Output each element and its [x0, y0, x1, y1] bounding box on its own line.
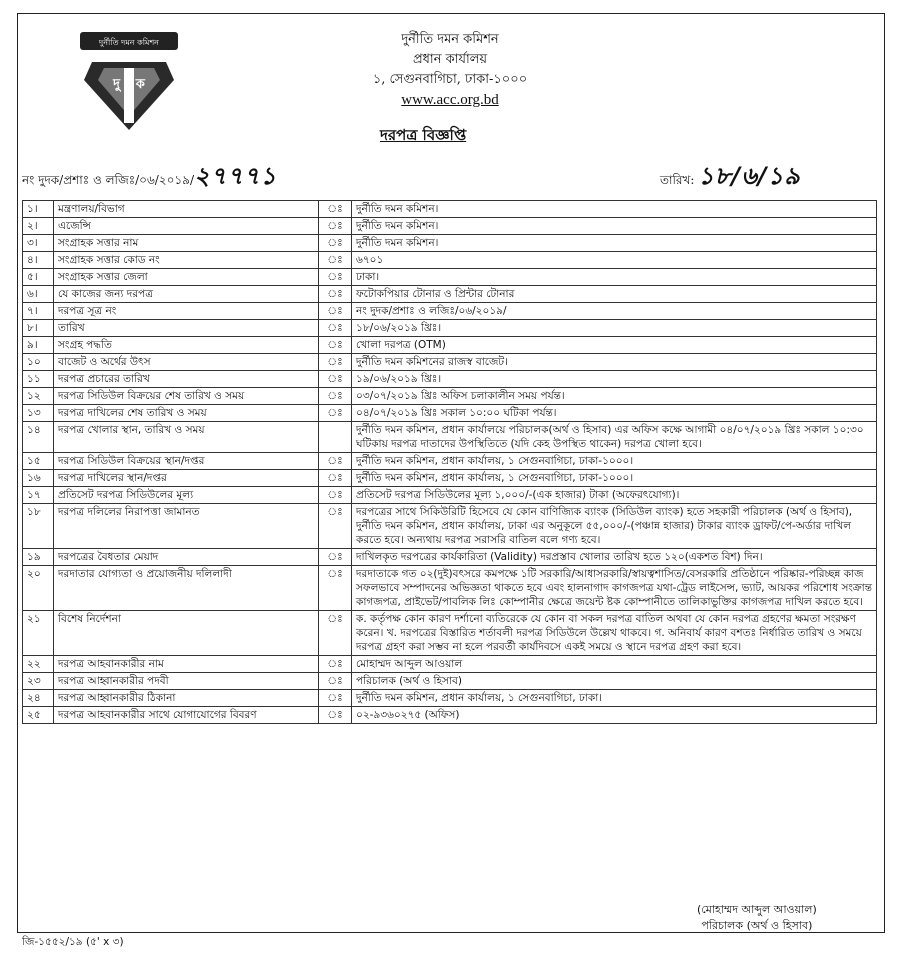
- reference-number: ২৭৭৭১: [194, 162, 278, 190]
- logo-letters: দু দ ক: [113, 77, 145, 92]
- row-number: ২২: [23, 656, 54, 673]
- table-row: [23, 453, 877, 470]
- row-number: ২৪: [23, 690, 54, 707]
- row-label: দরদাতার যোগ্যতা ও প্রয়োজনীয় দলিলাদী: [54, 566, 319, 611]
- row-label: দরপত্র আহবানকারীর নাম: [54, 656, 319, 673]
- row-number: ২১: [23, 611, 54, 656]
- row-number: ১।: [23, 201, 54, 218]
- row-number: ১০: [23, 354, 54, 371]
- row-label: বিশেষ নির্দেশনা: [54, 611, 319, 656]
- table-row: [23, 422, 877, 453]
- row-label: তারিখ: [54, 320, 319, 337]
- row-separator: ঃ: [319, 566, 352, 611]
- row-separator: ঃ: [319, 470, 352, 487]
- row-value: দরদাতাকে গত ০২(দুই)বৎসরে কমপক্ষে ১টি সরকারি/আধাসরকারি/স্বায়ত্বশাসিত/বেসরকারি প্রতিষ্ঠানে পরিষ্কার-পরিচ্ছন্ন কাজ সফলভাবে সম্পাদনের অভিজ্ঞতা থাকতে হবে এবং হালনাগাদ কাগজপত্র যথা-ট্রেড লাইসেন্স, ভ্যাট, আয়কর পরিশোধ সংক্রান্ত কাগজপত্র, প্রাইভেট/পাবলিক লিঃ কোম্পানীর ক্ষেত্রে জয়েন্ট ষ্টক কোম্পানীতে তালিকাভুক্তির কাগজপত্র দাখিল করতে হবে।: [352, 566, 877, 611]
- row-separator: ঃ: [319, 707, 352, 724]
- row-separator: ঃ: [319, 286, 352, 303]
- row-value: ০২-৯৩৬০২৭৫ (অফিস): [352, 707, 877, 724]
- letterhead: [300, 30, 600, 110]
- row-number: ১৫: [23, 453, 54, 470]
- row-separator: ঃ: [319, 673, 352, 690]
- row-separator: ঃ: [319, 337, 352, 354]
- row-separator: ঃ: [319, 690, 352, 707]
- table-row: [23, 470, 877, 487]
- row-label: দরপত্র সূত্র নং: [54, 303, 319, 320]
- acc-logo: [74, 24, 184, 134]
- table-row: [23, 303, 877, 320]
- row-separator: ঃ: [319, 388, 352, 405]
- row-label: দরপত্র প্রচারের তারিখ: [54, 371, 319, 388]
- row-number: ২।: [23, 218, 54, 235]
- row-number: ৯।: [23, 337, 54, 354]
- row-separator: ঃ: [319, 504, 352, 549]
- row-number: ২৩: [23, 673, 54, 690]
- reference-label: নং দুদক/প্রশাঃ ও লজিঃ/০৬/২০১৯/: [22, 173, 195, 187]
- row-value: ১৮/০৬/২০১৯ খ্রিঃ।: [352, 320, 877, 337]
- office-address: ১, সেগুনবাগিচা, ঢাকা-১০০০: [372, 72, 528, 87]
- signature-block: [697, 902, 817, 934]
- row-separator: [319, 422, 352, 453]
- row-value: ক. কর্তৃপক্ষ কোন কারণ দর্শানো ব্যতিরেকে যে কোন বা সকল দরপত্র বাতিল অথবা যে কোন দরপত্র গ্রহণের ক্ষমতা সংরক্ষণ করেন। খ. দরপত্রের বিস্তারিত শর্তাবলী দরপত্র সিডিউলে উল্লেখ থাকবে। গ. অনিবার্য কারণ বশতঃ নির্ধারিত তারিখ ও সময়ে দরপত্র গ্রহণ করা সম্ভব না হলে পরবর্তী কার্যদিবসে একই সময়ে ও স্থানে দরপত্র গ্রহণ করা হবে।: [352, 611, 877, 656]
- row-separator: ঃ: [319, 656, 352, 673]
- row-value: ১৯/০৬/২০১৯ খ্রিঃ।: [352, 371, 877, 388]
- row-number: ২০: [23, 566, 54, 611]
- row-label: সংগ্রহ পদ্ধতি: [54, 337, 319, 354]
- office-name: প্রধান কার্যালয়: [412, 52, 488, 67]
- row-label: দরপত্র সিডিউল বিক্রয়ের স্থান/দপ্তর: [54, 453, 319, 470]
- table-row: [23, 320, 877, 337]
- row-number: ১১: [23, 371, 54, 388]
- row-value: দুর্নীতি দমন কমিশন, প্রধান কার্যালয়, ১ সেগুনবাগিচা, ঢাকা-১০০০।: [352, 470, 877, 487]
- table-row: [23, 549, 877, 566]
- table-row: [23, 707, 877, 724]
- row-number: ২৫: [23, 707, 54, 724]
- table-row: [23, 218, 877, 235]
- row-separator: ঃ: [319, 405, 352, 422]
- row-value: ৬৭০১: [352, 252, 877, 269]
- table-row: [23, 611, 877, 656]
- row-label: দরপত্র আহ্বানকারীর পদবী: [54, 673, 319, 690]
- row-value: মোহাম্মদ আব্দুল আওয়াল: [352, 656, 877, 673]
- row-separator: ঃ: [319, 453, 352, 470]
- row-separator: ঃ: [319, 371, 352, 388]
- org-name: দুর্নীতি দমন কমিশন: [401, 32, 499, 47]
- row-label: যে কাজের জন্য দরপত্র: [54, 286, 319, 303]
- row-label: দরপত্র সিডিউল বিক্রয়ের শেষ তারিখ ও সময়: [54, 388, 319, 405]
- signatory-name: (মোহাম্মদ আব্দুল আওয়াল): [697, 903, 817, 916]
- table-row: [23, 673, 877, 690]
- table-row: [23, 337, 877, 354]
- row-number: ১৩: [23, 405, 54, 422]
- row-value: ০৪/০৭/২০১৯ খ্রিঃ সকাল ১০:০০ ঘটিকা পর্যন্ত।: [352, 405, 877, 422]
- row-number: ৮।: [23, 320, 54, 337]
- table-row: [23, 252, 877, 269]
- website-link[interactable]: www.acc.org.bd: [401, 92, 499, 108]
- row-label: দরপত্র আহ্বানকারীর ঠিকানা: [54, 690, 319, 707]
- table-row: [23, 504, 877, 549]
- row-label: সংগ্রাহক সত্তার কোড নং: [54, 252, 319, 269]
- date-label: তারিখ:: [660, 173, 695, 187]
- signatory-title: পরিচালক (অর্থ ও হিসাব): [701, 919, 813, 932]
- row-value: দুর্নীতি দমন কমিশন, প্রধান কার্যালয়ে পরিচালক(অর্থ ও হিসাব) এর অফিস কক্ষে আগামী ০৪/০৭/২০১৯ খ্রিঃ সকাল ১০:৩০ ঘটিকায় দরপত্র দাতাদের উপস্থিতিতে (যদি কেহ উপস্থিত থাকেন) দরপত্র খোলা হবে।: [352, 422, 877, 453]
- table-row: [23, 286, 877, 303]
- row-number: ১৯: [23, 549, 54, 566]
- reference-line: [22, 158, 277, 198]
- row-number: ১৮: [23, 504, 54, 549]
- date-line: [660, 158, 801, 198]
- row-separator: ঃ: [319, 320, 352, 337]
- table-row: [23, 235, 877, 252]
- row-value: ফটোকপিয়ার টোনার ও প্রিন্টার টোনার: [352, 286, 877, 303]
- row-label: সংগ্রাহক সত্তার নাম: [54, 235, 319, 252]
- row-separator: ঃ: [319, 303, 352, 320]
- row-separator: ঃ: [319, 201, 352, 218]
- date-value: ১৮/৬/১৯: [698, 162, 801, 190]
- table-row: [23, 201, 877, 218]
- row-separator: ঃ: [319, 549, 352, 566]
- row-separator: ঃ: [319, 611, 352, 656]
- table-row: [23, 354, 877, 371]
- row-value: দুর্নীতি দমন কমিশন।: [352, 218, 877, 235]
- row-label: মন্ত্রণালয়/বিভাগ: [54, 201, 319, 218]
- print-code: জি-১৫৫২/১৯ (৫' x ৩): [22, 936, 124, 948]
- table-row: [23, 487, 877, 504]
- logo-banner-text: দুর্নীতি দমন কমিশন: [99, 38, 159, 47]
- row-number: ১২: [23, 388, 54, 405]
- row-label: সংগ্রাহক সত্তার জেলা: [54, 269, 319, 286]
- row-number: ৭।: [23, 303, 54, 320]
- table-row: [23, 269, 877, 286]
- row-separator: ঃ: [319, 354, 352, 371]
- row-value: দুর্নীতি দমন কমিশন।: [352, 201, 877, 218]
- row-value: দুর্নীতি দমন কমিশনের রাজস্ব বাজেট।: [352, 354, 877, 371]
- row-label: দরপত্রের বৈধতার মেয়াদ: [54, 549, 319, 566]
- row-value: ০৩/০৭/২০১৯ খ্রিঃ অফিস চলাকালীন সময় পর্যন্ত।: [352, 388, 877, 405]
- table-row: [23, 388, 877, 405]
- row-number: ১৪: [23, 422, 54, 453]
- row-number: ৪।: [23, 252, 54, 269]
- row-value: দুর্নীতি দমন কমিশন, প্রধান কার্যালয়, ১ সেগুনবাগিচা, ঢাকা-১০০০।: [352, 453, 877, 470]
- table-row: [23, 371, 877, 388]
- row-number: ১৭: [23, 487, 54, 504]
- tender-table: [22, 200, 877, 724]
- row-number: ১৬: [23, 470, 54, 487]
- table-row: [23, 690, 877, 707]
- row-label: দরপত্র আহবানকারীর সাথে যোগাযোগের বিবরণ: [54, 707, 319, 724]
- row-label: দরপত্র খোলার স্থান, তারিখ ও সময়: [54, 422, 319, 453]
- row-value: দরপত্রের সাথে সিকিউরিটি হিসেবে যে কোন বাণিজ্যিক ব্যাংক (সিডিউল ব্যাংক) হতে সহকারী পরিচালক (অর্থ ও হিসাব), দুর্নীতি দমন কমিশন, প্রধান কার্যালয়, ঢাকা এর অনুকূলে ৫৫,০০০/-(পঞ্চান্ন হাজার) টাকার ব্যাংক ড্রাফট/পে-অর্ডার দাখিল করতে হবে। অন্যথায় দরপত্র সরাসরি বাতিল বলে গণ্য হবে।: [352, 504, 877, 549]
- row-label: দরপত্র দাখিলের শেষ তারিখ ও সময়: [54, 405, 319, 422]
- table-row: [23, 656, 877, 673]
- row-number: ৩।: [23, 235, 54, 252]
- row-separator: ঃ: [319, 252, 352, 269]
- row-label: প্রতিসেট দরপত্র সিডিউলের মূল্য: [54, 487, 319, 504]
- row-separator: ঃ: [319, 235, 352, 252]
- row-value: প্রতিসেট দরপত্র সিডিউলের মূল্য ১,০০০/-(এক হাজার) টাকা (অফেরৎযোগ্য)।: [352, 487, 877, 504]
- row-number: ৬।: [23, 286, 54, 303]
- row-label: এজেন্সি: [54, 218, 319, 235]
- table-row: [23, 566, 877, 611]
- row-label: বাজেট ও অর্থের উৎস: [54, 354, 319, 371]
- row-separator: ঃ: [319, 218, 352, 235]
- row-value: দুর্নীতি দমন কমিশন, প্রধান কার্যালয়, ১ সেগুনবাগিচা, ঢাকা।: [352, 690, 877, 707]
- row-value: পরিচালক (অর্থ ও হিসাব): [352, 673, 877, 690]
- row-value: দুর্নীতি দমন কমিশন।: [352, 235, 877, 252]
- row-separator: ঃ: [319, 487, 352, 504]
- row-value: দাখিলকৃত দরপত্রের কার্যকারিতা (Validity) দরপ্রস্তাব খোলার তারিখ হতে ১২০(একশত বিশ) দিন।: [352, 549, 877, 566]
- row-label: দরপত্র দাখিলের স্থান/দপ্তর: [54, 470, 319, 487]
- row-value: ঢাকা।: [352, 269, 877, 286]
- row-value: নং দুদক/প্রশাঃ ও লজিঃ/০৬/২০১৯/: [352, 303, 877, 320]
- notice-title: দরপত্র বিজ্ঞপ্তি: [380, 126, 467, 144]
- row-separator: ঃ: [319, 269, 352, 286]
- row-number: ৫।: [23, 269, 54, 286]
- row-value: খোলা দরপত্র (OTM): [352, 337, 877, 354]
- row-label: দরপত্র দলিলের নিরাপত্তা জামানত: [54, 504, 319, 549]
- table-row: [23, 405, 877, 422]
